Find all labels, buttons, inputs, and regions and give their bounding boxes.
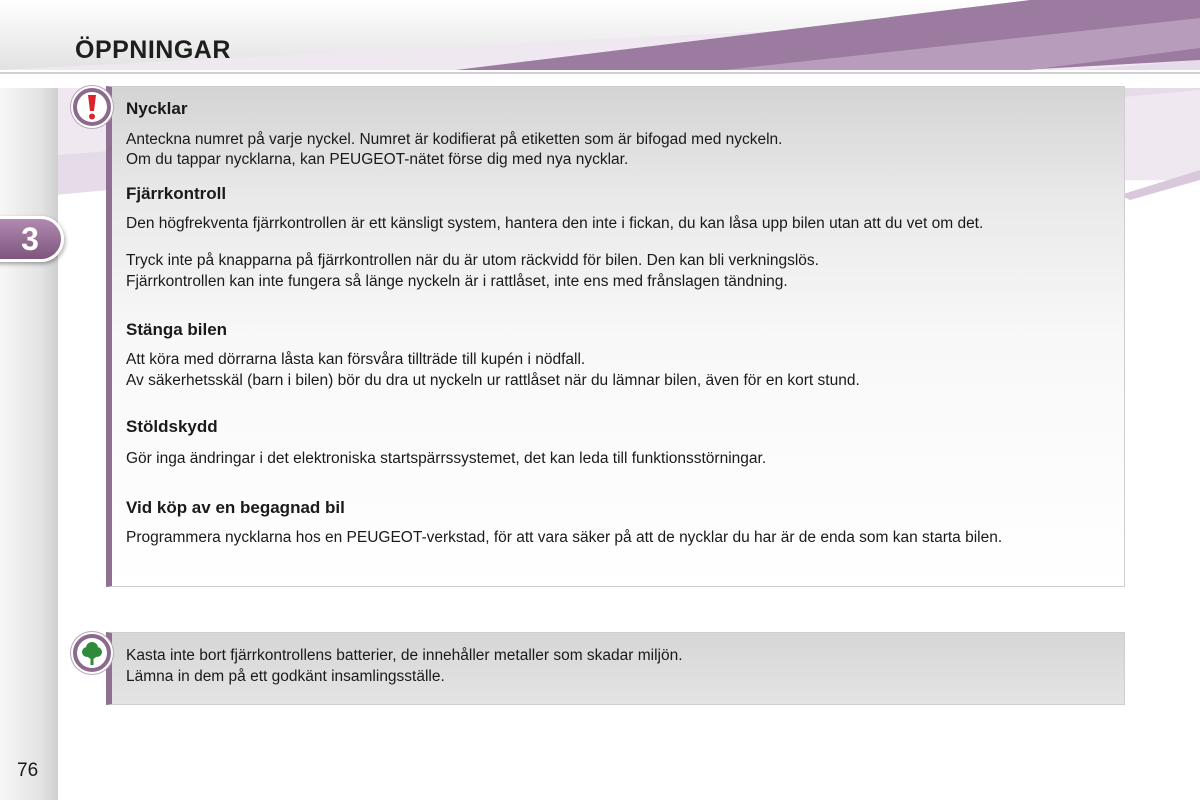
section-heading-stoldskydd: Stöldskydd — [126, 417, 218, 436]
side-strip — [0, 88, 58, 800]
section-heading-nycklar: Nycklar — [126, 99, 188, 118]
eco-text: Lämna in dem på ett godkänt insamlingsställe. — [126, 668, 445, 685]
eco-text: Kasta inte bort fjärrkontrollens batterier, de innehåller metaller som skadar miljön. — [126, 647, 683, 664]
warning-badge — [71, 86, 113, 128]
chapter-tab[interactable] — [0, 216, 64, 262]
section-text: Fjärrkontrollen kan inte fungera så länge nyckeln är i rattlåset, inte ens med frånslagen tändning. — [126, 273, 788, 290]
section-text: Programmera nycklarna hos en PEUGEOT-verkstad, för att vara säker på att de nycklar du har är de enda som kan starta bilen. — [126, 529, 1003, 546]
tree-icon — [80, 639, 104, 667]
section-text: Tryck inte på knapparna på fjärrkontrollen när du är utom räckvidd för bilen. Den kan bli verkningslös. — [126, 252, 819, 269]
section-text: Den högfrekventa fjärrkontrollen är ett känsligt system, hantera den inte i fickan, du kan låsa upp bilen utan att du vet om det. — [126, 215, 984, 232]
eco-badge — [71, 632, 113, 674]
section-text: Anteckna numret på varje nyckel. Numret är kodifierat på etiketten som är bifogad med nyckeln. — [126, 131, 783, 148]
chapter-number: 3 — [21, 220, 39, 257]
page-title: ÖPPNINGAR — [75, 36, 231, 64]
section-heading-fjarrkontroll: Fjärrkontroll — [126, 184, 227, 203]
section-text: Om du tappar nycklarna, kan PEUGEOT-nätet förse dig med nya nycklar. — [126, 151, 629, 168]
section-heading-begagnad-bil: Vid köp av en begagnad bil — [126, 498, 345, 517]
exclamation-icon — [81, 93, 103, 121]
page-number: 76 — [17, 760, 39, 781]
section-heading-stanga-bilen: Stänga bilen — [126, 320, 228, 339]
section-text: Gör inga ändringar i det elektroniska startspärrssystemet, det kan leda till funktionsstörningar. — [126, 450, 767, 467]
section-text: Att köra med dörrarna låsta kan försvåra tillträde till kupén i nödfall. — [126, 351, 586, 368]
section-text: Av säkerhetsskäl (barn i bilen) bör du dra ut nyckeln ur rattlåset när du lämnar bilen, även för en kort stund. — [126, 372, 860, 389]
